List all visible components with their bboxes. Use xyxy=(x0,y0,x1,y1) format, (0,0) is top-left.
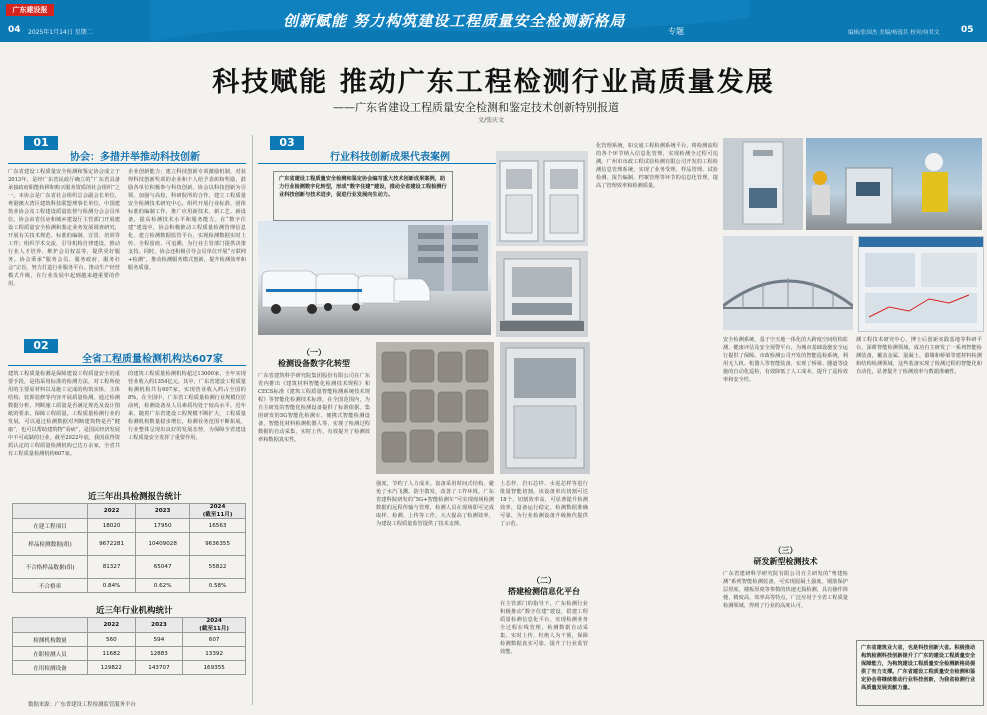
closing-note-box: 广东省建筑业大省，也是科技创新大省。积极推动构筑检测科技创新提升了广东的建设工程质量安全保障能力，为构筑建设工程质量安全检测新格局提供了有力支撑。广东省建设工程质量安全检测和鉴定协会将继续推动行业科技创新，为我省检测行业高质量发展贡献力量。 xyxy=(856,640,984,706)
core-samples-illustration xyxy=(376,342,494,474)
table-row xyxy=(13,633,246,647)
table-cell: 55822 xyxy=(190,556,246,579)
table-cell: 不合格样品数据(组) xyxy=(13,556,88,579)
table-cell: 169355 xyxy=(183,661,246,675)
software-platform-photo xyxy=(858,236,984,332)
table-row xyxy=(13,533,246,556)
section-rule xyxy=(8,365,246,366)
table-cell: 594 xyxy=(135,633,183,647)
specimen-equipment-illustration xyxy=(500,342,590,474)
table-cell: 11682 xyxy=(88,647,136,661)
subheadline: ——广东省建设工程质量安全检测和鉴定技术创新特别报道 xyxy=(333,101,619,114)
subheading-1: （一） 检测设备数字化转型 xyxy=(278,348,350,368)
monitoring-device-photo xyxy=(723,138,803,230)
table-cell: 17950 xyxy=(136,519,190,533)
table-header-cell: 2022 xyxy=(88,618,136,633)
table-1-caption: 近三年出具检测报告统计 xyxy=(88,492,182,502)
section-title-02: 全省工程质量检测机构达607家 xyxy=(82,354,223,365)
section-03-text-f: 安全检测系统，基于空天地一体化的大跨度空间结构监测、健康评估及安全预警平台，为城市基础设施安全运行提供了保障。市政检测公司开发的智能巡检系统，利用无人机、机器人等智能装备，实现了桥梁、隧道等设施的自动化巡检，有效降低了人工成本，提升了巡检效率和安全性。 xyxy=(723,337,848,383)
structure-monitoring-photo xyxy=(723,236,853,330)
field-inspection-photo xyxy=(806,138,982,230)
table-cell: 在建工程项目 xyxy=(13,519,88,533)
table-cell: 检测机构数量 xyxy=(13,633,88,647)
section-01-text-left: 广东省建设工程质量安全检测和鉴定协会成立于2013年，是经广东省民政厅确立的“广东省具备承接政府职能转移和购买服务资质的社会组织”之一。本协会是广东省社会组织总会副会长单位，粤港澳大湾区建筑科技联盟理事长单位，中国建筑业协会及工程建设质量监督与检测分会会员单位。协会由省住房和城乡建设厅主管部门开展建设工程质量安全检测和鉴定业务发展调查研究，开展有关技术规范、标准的编制、宣贯、培训等工作；组织学术交流、引导机构自律建设，推动行业人才培养、维护会员权益等，提供更好服务。协会秉承“服务会员、服务政府、服务社会”宗旨，努力打造行业服务平台、推动生产经营模式升级，在行业发展中起到越来越重要的作用。 xyxy=(8,169,120,287)
newspaper-brand: 广东建设报 xyxy=(6,4,54,16)
table-row xyxy=(13,647,246,661)
table-cell: 607 xyxy=(183,633,246,647)
monitoring-device-illustration xyxy=(723,138,803,230)
table-cell: 9636355 xyxy=(190,533,246,556)
section-02-text-left: 建筑工程质量检测是保障建设工程质量安全的重要手段，是指采用标准的检测方法，对工程所使用的主要原材料以及施工完成的构筑实体、主体结构、装饰装修等内容开展质量检测。通过检测数据分析，判断施工质量是否满足规范及设计图纸的要求，保障工程质量。工程质量检测行业的发展，可以通过检测数据对判断建筑物是否“健康”，也可以帮助建筑物“看病”，是国民经济发展中不可或缺的行业。截至2022年底，我国获得资质认定的工程质量检测机构已达万余家，全省共有工程质量检测机构607家。 xyxy=(8,371,120,457)
page-number-left: 04 xyxy=(8,25,21,35)
main-headline: 科技赋能 推动广东工程检测行业高质量发展 xyxy=(212,67,775,98)
table-header-cell: 2022 xyxy=(88,504,136,519)
table-header-cell: 2024 (截至11月) xyxy=(183,618,246,633)
table-cell: 0.62% xyxy=(136,579,190,593)
table-row xyxy=(13,661,246,675)
table-header-row xyxy=(13,504,246,519)
section-01-text-right: 企业创新能力；建立科技创新专项激励机制，对获得科技创新奖项的企业和个人给予表彰和奖励，鼓励各单位积极参与科技创新。协会以科技创新为引领，加强与高校、科研院所的合作，建立工程质量安全检测技术研究中心，组织开展行业标准、团体标准的编制工作，推广应用新技术、新工艺、新设备，提高检测技术水平和服务能力。在“数字住建”建设中，协会积极推动工程质量检测管理信息化，建立检测数据监管平台，实现检测数据实时上传、全程留痕、可追溯，为行业主管部门提供决策支持。同时，协会还积极引导会员单位开展“互联网+检测”，推动检测服务模式创新，提升检测效率和服务质量。 xyxy=(128,169,246,271)
byline: 文/张庆文 xyxy=(478,117,505,124)
table-row xyxy=(13,556,246,579)
subheading-2: （二） 搭建检测信息化平台 xyxy=(508,576,580,596)
section-03-text-b: 强度，节约了人力成本。设备采用时间式结构，避免了水汽飞溅。防尘散发，改善了工作环境。广东省建科院研发的“5G+智能检测车”可实现现场检测数据的远程传输与管理，检测人员在现场即可完成取样、检测、上传等工作，大大提高了检测效率，为建设工程质量监管提供了技术支撑。 xyxy=(376,481,494,527)
header-tagline: 创新赋能 努力构筑建设工程质量安全检测新格局 xyxy=(283,12,626,30)
table-cell: 9672281 xyxy=(88,533,136,556)
page-number-right: 05 xyxy=(961,25,974,35)
structure-monitoring-illustration xyxy=(723,236,853,330)
data-source-note: 数据来源：广东省建设工程检测监管服务平台 xyxy=(28,702,136,708)
column-divider xyxy=(252,135,253,705)
section-title-03: 行业科技创新成果代表案例 xyxy=(330,152,450,163)
cutting-machine-illustration xyxy=(496,251,588,337)
table-cell: 10409028 xyxy=(136,533,190,556)
table-cell: 81327 xyxy=(88,556,136,579)
section-03-text-d: 在主管部门的指导下，广东检测行业积极推动“数字住建”建设，搭建工程质量检测信息化平台，实现检测业务全过程在线管理，检测数据自动采集、实时上传，杜绝人为干预，保障检测数据真实可靠，提升了行业监管效能。 xyxy=(500,601,588,655)
section-02-text-right: 的建筑工程质量检测机构超过13000家，全年实现营业收入约1354亿元。其中，广东省建设工程质量检测机构共有607家，实现营业收入约占全国的8%。在全国中，广东省工程质量检测行业规模位居前列，检测设备及人员素质均处于较高水平。近年来，随着广东省建设工程规模不断扩大，工程质量检测机构数量稳步增长，检测业务范围不断拓展，行业整体呈现出良好的发展态势，为保障全省建设工程质量安全发挥了重要作用。 xyxy=(128,371,246,441)
inspection-vehicles-illustration xyxy=(258,221,491,335)
institution-stats-table xyxy=(12,617,246,675)
testing-cabinets-photo xyxy=(496,151,588,246)
table-cell: 在职检测人员 xyxy=(13,647,88,661)
table-cell: 样品检测数据(组) xyxy=(13,533,88,556)
table-cell: 18020 xyxy=(88,519,136,533)
table-2-caption: 近三年行业机构统计 xyxy=(96,606,173,616)
section-number-01: 01 xyxy=(24,136,58,150)
table-header-cell: 2023 xyxy=(136,504,190,519)
table-cell: 560 xyxy=(88,633,136,647)
section-title-01: 协会：多措并举推动科技创新 xyxy=(70,152,200,163)
section-03-text-a: 广东省建筑科学研究院集团股份有限公司在广东省内推出《建筑材料智能化检测技术规程》和CECS标准《建筑工程质量智能检测系统技术规程》等智能化检测技术标准，在全国范围内，为自主研发的智能化检测设备提供了标准依据。集团研发的5G智能化检测车、便携式智能检测设备、智能化材料检测机器人等，实现了检测过程数据的自动采集、实时上传，有效提升了检测效率和数据真实性。 xyxy=(258,373,370,443)
section-number-03: 03 xyxy=(270,136,304,150)
subheading-3: （三） 研发新型检测技术 xyxy=(753,546,818,566)
table-cell: 65047 xyxy=(136,556,190,579)
table-cell: 13392 xyxy=(183,647,246,661)
table-cell: 在用检测设备 xyxy=(13,661,88,675)
table-header-cell: 2023 xyxy=(135,618,183,633)
section-number-02: 02 xyxy=(24,339,58,353)
editors-credit: 编辑/张国杰 美编/杨逸茗 校对/何君文 xyxy=(848,30,940,36)
section-03-text-c: 土芯样、岩石芯样、水泥芯样等进行批量智能切割。该设备单次切割可达18个，切割效率高，可显著提升检测效率，设备运行稳定，检测数据准确可靠，为行业检测设备升级换代提供了示范。 xyxy=(500,481,588,527)
table-row xyxy=(13,579,246,593)
table-row xyxy=(13,519,246,533)
table-cell: 不合格率 xyxy=(13,579,88,593)
table-header-cell xyxy=(13,618,88,633)
cutting-machine-photo xyxy=(496,251,588,337)
table-cell: 0.84% xyxy=(88,579,136,593)
table-header-cell: 2024 (截至11月) xyxy=(190,504,246,519)
core-samples-photo xyxy=(376,342,494,474)
field-inspection-illustration xyxy=(806,138,982,230)
topic-label: 专题 xyxy=(668,27,684,36)
specimen-equipment-photo xyxy=(500,342,590,474)
header-band xyxy=(0,0,987,42)
software-platform-illustration xyxy=(859,237,983,331)
testing-cabinets-illustration xyxy=(496,151,588,246)
issue-date: 2025年1月14日 星期二 xyxy=(28,29,93,36)
table-cell: 143707 xyxy=(135,661,183,675)
table-cell: 129822 xyxy=(88,661,136,675)
section-rule xyxy=(8,163,246,164)
table-cell: 16563 xyxy=(190,519,246,533)
section-03-text-e: 化管理系统。如交通工程检测系统平台，将检测流程的各个环节纳入信息化管理，实现检测全过程可追溯。广州市市政工程试验检测有限公司开发的工程检测信息管理系统，实现了业务受理、样品管理、试验检测、报告编制、档案管理等环节的信息化管理，提高了管理效率和检测质量。 xyxy=(596,143,718,189)
table-header-row xyxy=(13,618,246,633)
section-03-quote: 广东省建设工程质量安全检测和鉴定协会编写重大技术创新成果案例，助力行业检测数字化转型，形成“数字住建”建设，推动全省建设工程检测行业科技创新与技术进步，促进行业发展向生动力。 xyxy=(273,171,453,221)
report-stats-table xyxy=(12,503,246,593)
table-header-cell xyxy=(13,504,88,519)
table-cell: 12883 xyxy=(135,647,183,661)
inspection-vehicles-photo xyxy=(258,221,491,335)
section-03-text-g: 测工程技术研究中心，博士后创新实践基地等科研平台，深耕智能检测领域，成功自主研发了一系列智能检测装备，覆盖金属、混凝土、幕墙和桥梁等建材料检测和结构检测领域，这些装备实现了检测过程的智能化和自动化，显著提升了检测效率与数据准确性。 xyxy=(856,337,982,375)
section-03-text-h: 广东省建研科学研究院有限公司自主研发的“粤建检测”系列智能检测装备，可实现混凝土强度、钢筋保护层厚度、楼板厚度等参数的快速无损检测，具有操作简便、精度高、效率高等特点，广泛应用于全省工程质量检测领域，得到了行业的高度认可。 xyxy=(723,571,848,609)
table-cell: 0.58% xyxy=(190,579,246,593)
